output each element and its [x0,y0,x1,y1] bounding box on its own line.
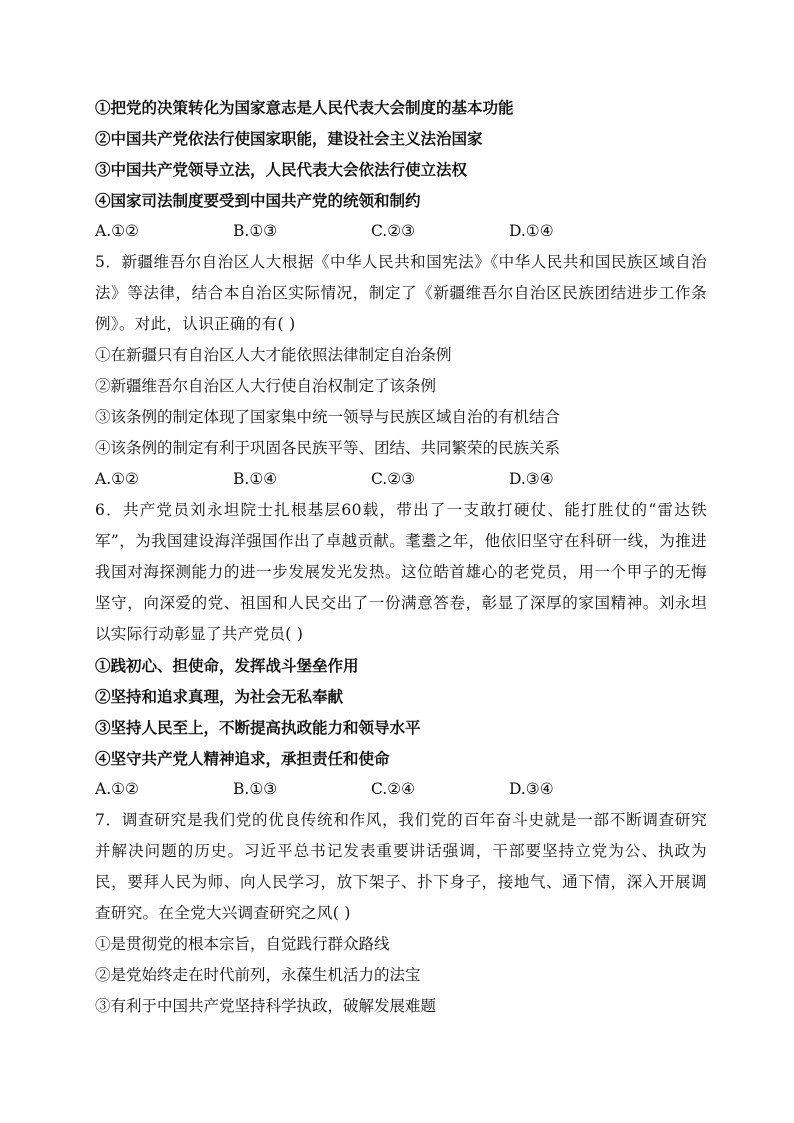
q5-statement-3: ③该条例的制定体现了国家集中统一领导与民族区域自治的有机结合 [95,408,561,426]
q5-option-a: A.①② [95,470,139,488]
q4-option-b: B.①③ [233,222,278,240]
q4-option-a: A.①② [95,222,139,240]
q4-answer-options [95,216,707,247]
q6-answer-options [95,774,707,805]
q5-stem: 5．新疆维吾尔自治区人大根据《中华人民共和国宪法》《中华人民共和国民族区域自治法》等法律，结合本自治区实际情况，制定了《新疆维吾尔自治区民族团结进步工作条例》。对此，认识正确的有( ) [95,253,707,333]
q5-answer-options [95,464,707,495]
q5-option-b: B.①④ [233,470,278,488]
q6-option-b: B.①③ [233,780,278,798]
q4-option-c: C.②③ [371,222,416,240]
q6-option-c: C.②④ [371,780,416,798]
question-5 [95,247,707,495]
q4-statement-4: ④国家司法制度要受到中国共产党的统领和制约 [95,191,421,210]
q7-statement-1: ①是贯彻党的根本宗旨，自觉践行群众路线 [95,935,390,953]
q5-statement-1: ①在新疆只有自治区人大才能依照法律制定自治条例 [95,346,452,364]
q5-statement-2: ②新疆维吾尔自治区人大行使自治权制定了该条例 [95,377,437,395]
q5-option-d: D.③④ [509,470,554,488]
q6-statement-2: ②坚持和追求真理，为社会无私奉献 [95,687,344,706]
q4-option-d: D.①④ [509,222,554,240]
question-6 [95,495,707,805]
q6-stem: 6．共产党员刘永坦院士扎根基层60载，带出了一支敢打硬仗、能打胜仗的“雷达铁军”，为我国建设海洋强国作出了卓越贡献。耄耋之年，他依旧坚守在科研一线，为推进我国对海探测能力的进一步发展发光发热。这位皓首雄心的老党员，用一个甲子的无悔坚守，向深爱的党、祖国和人民交出了一份满意答卷，彰显了深厚的家国精神。刘永坦以实际行动彰显了共产党员( ) [95,501,707,643]
q6-statement-4: ④坚守共产党人精神追求，承担责任和使命 [95,749,390,768]
question-4-continued [95,92,707,247]
q4-statement-3: ③中国共产党领导立法，人民代表大会依法行使立法权 [95,160,468,179]
q6-option-a: A.①② [95,780,139,798]
q5-option-c: C.②③ [371,470,416,488]
q7-statement-3: ③有利于中国共产党坚持科学执政，破解发展难题 [95,997,437,1015]
q6-option-d: D.③④ [509,780,554,798]
q7-stem: 7．调查研究是我们党的优良传统和作风，我们党的百年奋斗史就是一部不断调查研究并解决问题的历史。习近平总书记发表重要讲话强调，干部要坚持立党为公、执政为民，要拜人民为师、向人民学习，放下架子、扑下身子，接地气、通下情，深入开展调查研究。在全党大兴调查研究之风( ) [95,811,707,922]
q6-statement-3: ③坚持人民至上，不断提高执政能力和领导水平 [95,718,421,737]
question-7 [95,805,707,1022]
q4-statement-1: ①把党的决策转化为国家意志是人民代表大会制度的基本功能 [95,98,514,117]
q7-statement-2: ②是党始终走在时代前列，永葆生机活力的法宝 [95,966,421,984]
q6-statement-1: ①践初心、担使命，发挥战斗堡垒作用 [95,656,359,675]
q5-statement-4: ④该条例的制定有利于巩固各民族平等、团结、共同繁荣的民族关系 [95,439,561,457]
question-content [95,92,707,1022]
q4-statement-2: ②中国共产党依法行使国家职能，建设社会主义法治国家 [95,129,483,148]
